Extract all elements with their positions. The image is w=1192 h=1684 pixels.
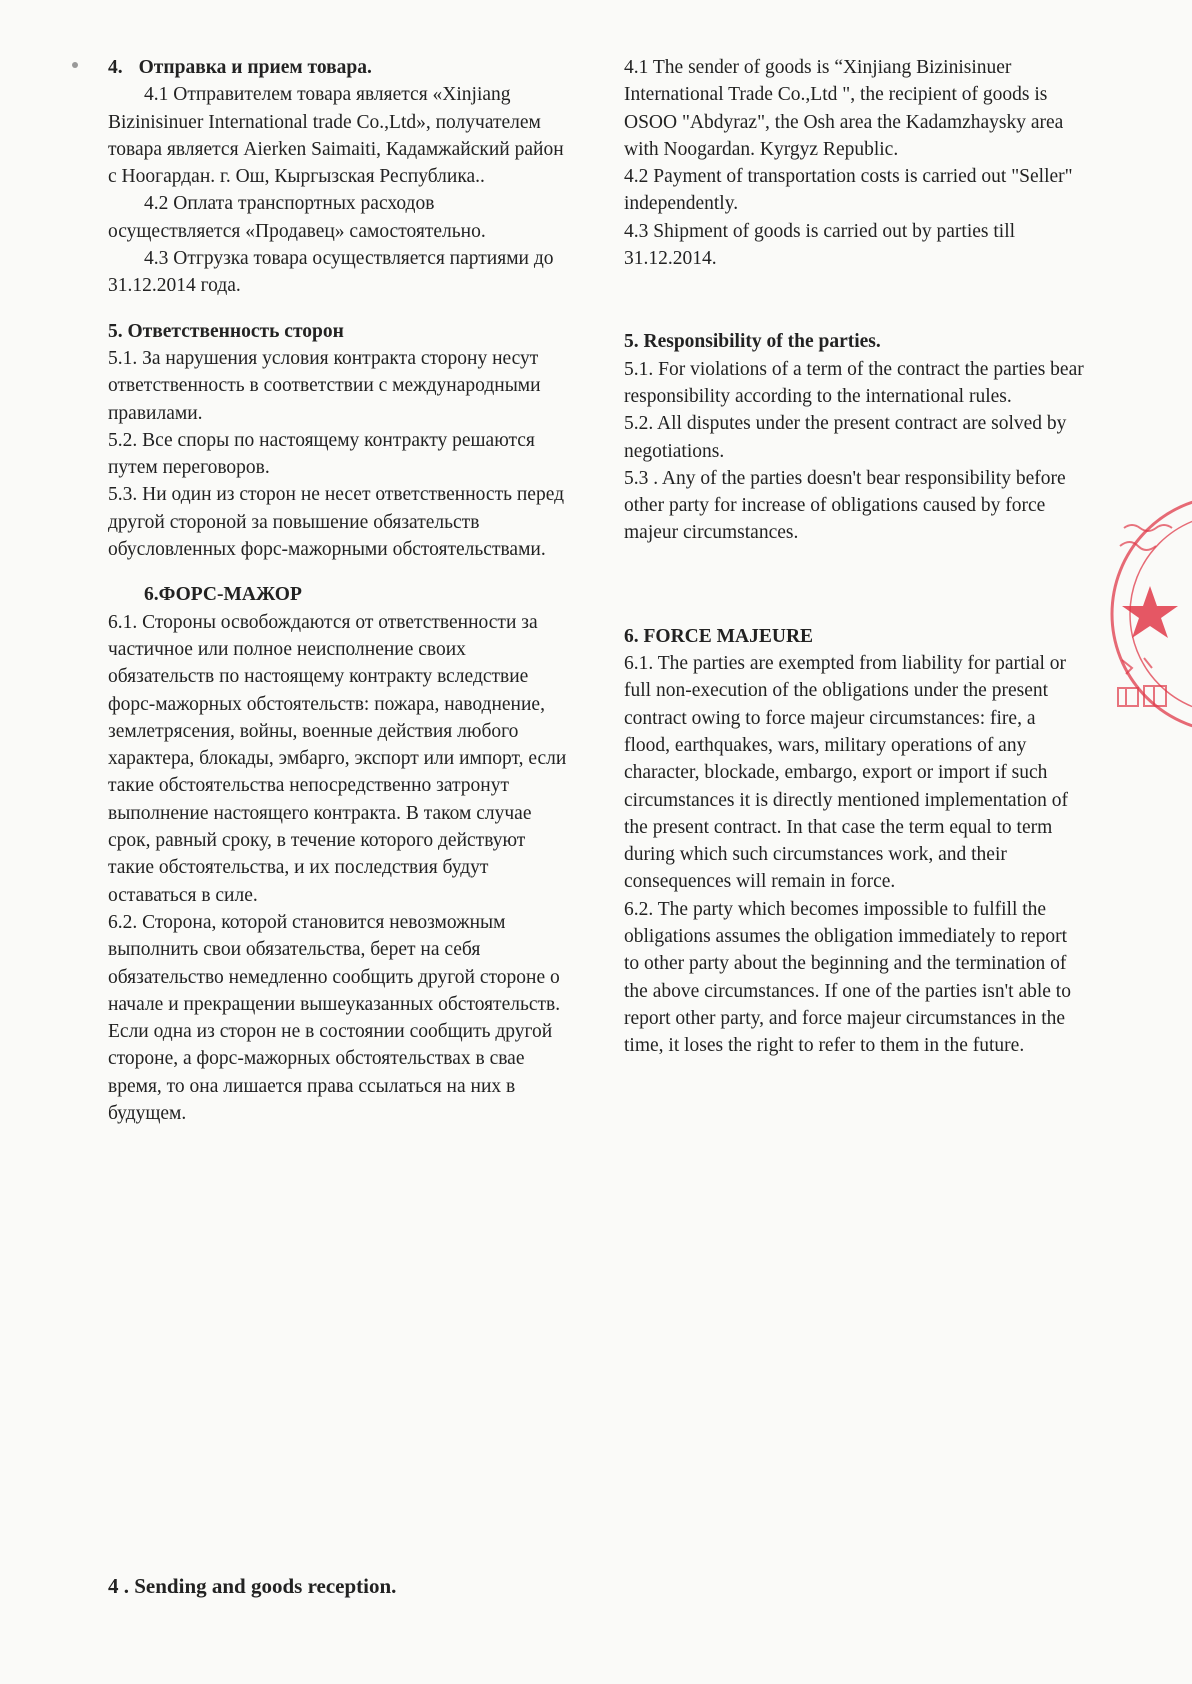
ru-paragraph-5-1: 5.1. За нарушения условия контракта сторону несут ответственность в соответствии с международными правилами. bbox=[108, 347, 541, 424]
ru-paragraph-6-1: 6.1. Стороны освобождаются от ответственности за частичное или полное неисполнение своих обязательств по настоящему контракту вследствие форс-мажорных обстоятельств: пожара, наводнение, землетрясения, войны, военные действия любого характера, блокады, эмбарго, экспорт или импорт, если такие обстоятельства непосредственно затронут выполнение настоящего контракта. В таком случае срок, равный сроку, в течение которого действуют такие обстоятельства, и их последствия будут оставаться в силе. bbox=[108, 611, 567, 906]
en-paragraph-4-2: 4.2 Payment of transportation costs is carried out "Seller" independently. bbox=[624, 166, 1073, 215]
en-section-6-title: 6. FORCE MAJEURE bbox=[624, 625, 814, 647]
ru-paragraph-4-2: 4.2 Оплата транспортных расходов осуществляется «Продавец» самостоятельно. bbox=[108, 193, 486, 242]
ru-paragraph-4-1: 4.1 Отправителем товара является «Xinjiang Bizinisinuer International trade Co.,Ltd», получателем товара является Aierken Saimaiti, Кадамжайский район с Ноогардан. г. Ош, Кыргызская Республика.. bbox=[108, 84, 564, 188]
ru-paragraph-6-2: 6.2. Сторона, которой становится невозможным выполнить свои обязательства, берет на себя обязательство немедленно сообщить другой стороне о начале и прекращении вышеуказанных обстоятельств. Если одна из сторон не в состоянии сообщить другой стороне, а форс-мажорных обстоятельствах в свае время, то она лишается права ссылаться на них в будущем. bbox=[108, 911, 561, 1124]
ru-paragraph-5-2: 5.2. Все споры по настоящему контракту решаются путем переговоров. bbox=[108, 429, 535, 479]
en-paragraph-4-1: 4.1 The sender of goods is “Xinjiang Bizinisinuer International Trade Co.,Ltd ", the recipient of goods is OSOO "Abdyraz", the Osh area the Kadamzhaysky area with Noogardan. Kyrgyz Republic. bbox=[624, 57, 1064, 160]
en-paragraph-5-2: 5.2. All disputes under the present contract are solved by negotiations. bbox=[624, 413, 1067, 462]
seal-graphic bbox=[1110, 488, 1192, 740]
en-paragraph-6-2: 6.2. The party which becomes impossible to fulfill the obligations assumes the obligation immediately to report to other party about the beginning and the termination of the above circumstances. If one of the parties isn't able to report other party, and force majeur circumstances in the time, it loses the right to refer to them in the future. bbox=[624, 898, 1071, 1057]
company-seal-stamp bbox=[1110, 488, 1192, 740]
bullet-mark bbox=[72, 62, 78, 68]
page-footer: 4 . Sending and goods reception. bbox=[108, 1574, 397, 1598]
ru-paragraph-5-3: 5.3. Ни один из сторон не несет ответственность перед другой стороной за повышение обязательств обусловленных форс-мажорными обстоятельствами. bbox=[108, 484, 565, 561]
ru-section-4-heading bbox=[108, 54, 568, 81]
en-paragraph-6-1: 6.1. The parties are exempted from liability for partial or full non-execution of the obligations under the present contract owing to force majeur circumstances: fire, a flood, earthquakes, wars, military operations of any character, blockade, embargo, export or import if such circumstances it is directly mentioned implementation of the present contract. In that case the term equal to term during which such circumstances work, and their consequences will remain in force. bbox=[624, 653, 1069, 893]
en-paragraph-4-3: 4.3 Shipment of goods is carried out by parties till 31.12.2014. bbox=[624, 220, 1016, 270]
en-paragraph-5-1: 5.1. For violations of a term of the contract the parties bear responsibility according to the international rules. bbox=[624, 358, 1084, 407]
ru-paragraph-4-3: 4.3 Отгрузка товара осуществляется партиями до 31.12.2014 года. bbox=[108, 248, 554, 297]
ru-section-4-number: 4. bbox=[108, 57, 123, 78]
ru-section-6-title: 6.ФОРС-МАЖОР bbox=[144, 584, 302, 606]
english-column bbox=[624, 54, 1084, 1060]
en-paragraph-5-3: 5.3 . Any of the parties doesn't bear responsibility before other party for increase of obligations caused by force majeur circumstances. bbox=[624, 467, 1066, 544]
en-section-5-title: 5. Responsibility of the parties. bbox=[624, 331, 881, 353]
ru-section-5-title: 5. Ответственность сторон bbox=[108, 320, 344, 342]
russian-column bbox=[108, 54, 568, 1127]
ru-section-4-title: Отправка и прием товара. bbox=[138, 57, 372, 78]
